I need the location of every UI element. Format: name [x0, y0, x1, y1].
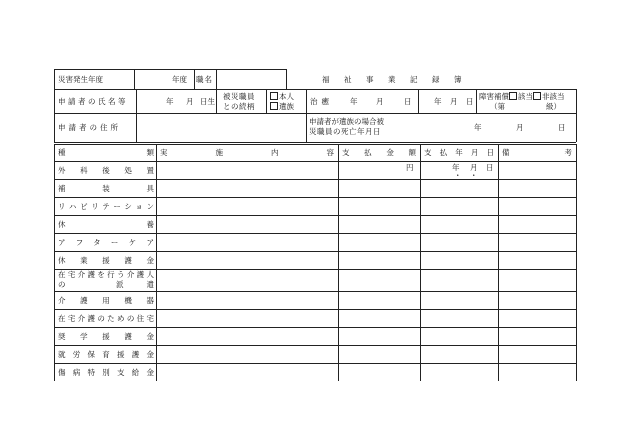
rule-v-jobtitle-value: [216, 69, 217, 89]
date-month: 月: [450, 97, 458, 106]
death-year: 年: [474, 123, 482, 132]
death-day: 日: [558, 123, 566, 132]
row-type-label: 休業援護金: [58, 256, 154, 265]
year-suffix: 年度: [172, 75, 187, 84]
option-survivor[interactable]: 遺族: [270, 102, 294, 111]
row-type-label: リハビリテーション: [58, 202, 154, 211]
rule-v-relation: [266, 89, 267, 113]
row-type-label: 介護用機器: [58, 296, 154, 305]
rule-left-table: [54, 144, 55, 381]
rule-v-paydate: [498, 144, 499, 381]
pay-date-month: 月: [470, 163, 478, 172]
survivor-checkbox[interactable]: [270, 102, 278, 110]
rule-v-jobtitle: [194, 69, 195, 89]
rule-v-recovery: [418, 89, 419, 113]
recovery-month: 月: [376, 97, 384, 106]
rule-v-type: [156, 144, 157, 381]
rule-v-header-right: [286, 69, 287, 89]
col-header-type-text: 種類: [58, 148, 154, 157]
disability-compensation: 障害補償 該当 非該当: [479, 92, 565, 101]
row-type-label: 在宅介護のための住宅: [58, 314, 154, 323]
register-title: 福祉事業記録簿: [322, 75, 476, 84]
rule-top: [54, 69, 286, 70]
date-year: 年: [434, 97, 442, 106]
row-type-label-continued-right: 派遣: [116, 280, 154, 289]
self-checkbox[interactable]: [270, 92, 278, 100]
yen-unit: 円: [406, 163, 414, 172]
row-type-label: 就労保育援護金: [58, 350, 154, 359]
rule-right-table: [576, 144, 577, 381]
disaster-year-label: 災害発生年度: [58, 75, 103, 84]
rule-v-details: [338, 144, 339, 381]
row-type-label: 外科後処置: [58, 166, 154, 175]
rule-left-header: [54, 69, 55, 142]
death-date-label-line1: 申請者が遺族の場合被: [309, 117, 384, 126]
row-type-label-continued-left: の: [58, 280, 66, 289]
rule-address-bottom: [54, 142, 576, 143]
row-type-label: 在宅介護を行う介護人: [58, 270, 154, 279]
grade-prefix: （第: [490, 102, 505, 111]
rule-v-name: [136, 89, 137, 142]
date-day: 日: [466, 97, 474, 106]
rule-v-option: [306, 89, 307, 142]
relation-label-line1: 被災職員: [223, 92, 255, 101]
row-type-label: 傷病特別支給金: [58, 368, 154, 377]
rule-applicant-bottom: [54, 113, 576, 114]
row-type-label: 奨学援護金: [58, 332, 154, 341]
job-title-label: 職名: [196, 75, 213, 84]
applicable-checkbox[interactable]: [509, 92, 517, 100]
death-month: 月: [516, 123, 524, 132]
rule-header-bottom: [54, 89, 576, 90]
pay-date-dot-1: ・: [454, 171, 462, 180]
col-header-details: 実施内容: [160, 148, 334, 157]
option-self[interactable]: 本人: [270, 92, 294, 101]
rule-v-birth: [216, 89, 217, 113]
col-header-remarks: 備考: [502, 148, 572, 157]
grade-suffix: 級）: [546, 102, 561, 111]
relation-label-line2: との続柄: [223, 102, 255, 111]
pay-date-dot-2: ・: [470, 171, 478, 180]
applicant-name-label: 申請者の氏名等: [58, 97, 128, 106]
death-date-label-line2: 災職員の死亡年月日: [309, 127, 381, 136]
birth-month: 月: [186, 97, 194, 106]
row-type-label: 補装具: [58, 184, 154, 193]
rule-v-right-top: [576, 89, 577, 142]
pay-date-day: 日: [486, 163, 494, 172]
row-type-label: 休養: [58, 220, 154, 229]
row-type-label: アフターケア: [58, 238, 154, 247]
col-header-amount: 支払金額: [342, 148, 416, 157]
recovery-day: 日: [404, 97, 412, 106]
recovery-label: 治癒: [310, 97, 333, 106]
rule-v-year: [134, 69, 135, 89]
rule-v-amount: [420, 144, 421, 381]
rule-v-date: [476, 89, 477, 113]
birth-year: 年: [166, 97, 174, 106]
not-applicable-checkbox[interactable]: [533, 92, 541, 100]
recovery-year: 年: [350, 97, 358, 106]
birth-day: 日生: [200, 97, 215, 106]
pay-date-year: 年: [452, 163, 460, 172]
applicant-address-label: 申請者の住所: [58, 123, 121, 132]
col-header-pay-date: 支払年月日: [424, 148, 494, 157]
